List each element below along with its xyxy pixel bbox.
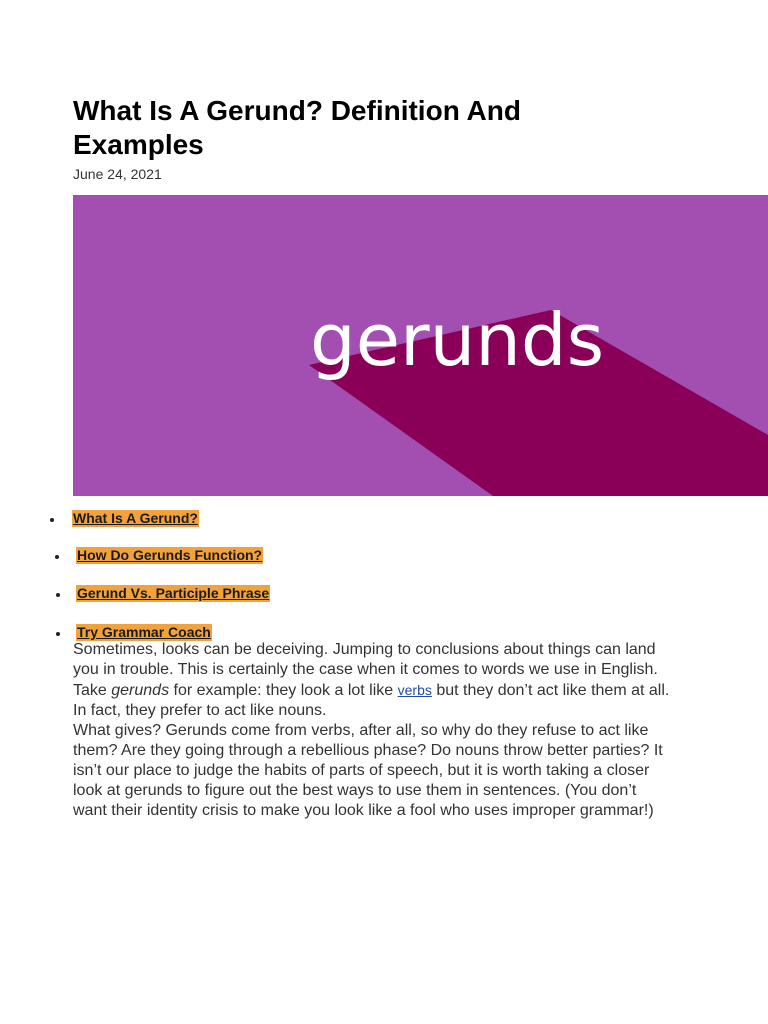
bullet-icon (56, 593, 60, 597)
emphasis-gerunds: gerunds (111, 682, 170, 699)
publish-date: June 24, 2021 (73, 166, 162, 182)
toc-link-how-do-gerunds-function[interactable]: How Do Gerunds Function? (77, 547, 263, 563)
verbs-link[interactable]: verbs (397, 682, 432, 698)
paragraph-intro-text-1: Sometimes, looks can be deceiving. Jumping to conclusions about things can land you in trouble. This is certainly the case when it comes to words we use in English. Take (73, 641, 658, 699)
bullet-icon (56, 632, 60, 636)
paragraph-intro-text-2: for example: they look a lot like (169, 682, 398, 699)
hero-word: gerunds (310, 298, 605, 382)
paragraph-intro-text-3: but they don’t act like them at all. In fact, they prefer to act like nouns. (73, 682, 670, 719)
toc-link-try-grammar-coach[interactable]: Try Grammar Coach (77, 624, 211, 640)
hero-image (73, 195, 768, 496)
toc-link-gerund-vs-participle-phrase[interactable]: Gerund Vs. Participle Phrase (77, 585, 270, 601)
toc-link-what-is-a-gerund[interactable]: What Is A Gerund? (73, 510, 198, 526)
page-title: What Is A Gerund? Definition And Examples (73, 95, 521, 160)
bullet-icon (55, 555, 59, 559)
bullet-icon (50, 518, 54, 522)
article-body (73, 640, 673, 821)
paragraph-intro (73, 640, 673, 721)
paragraph-second: What gives? Gerunds come from verbs, after all, so why do they refuse to act like them? Are they going through a rebellious phase? Do nouns throw better parties? It isn’t our place to judge the habits of parts of speech, but it is worth taking a closer look at gerunds to figure out the best ways to use them in sentences. (You don’t want their identity crisis to make you look like a fool who uses improper grammar!) (73, 722, 663, 819)
